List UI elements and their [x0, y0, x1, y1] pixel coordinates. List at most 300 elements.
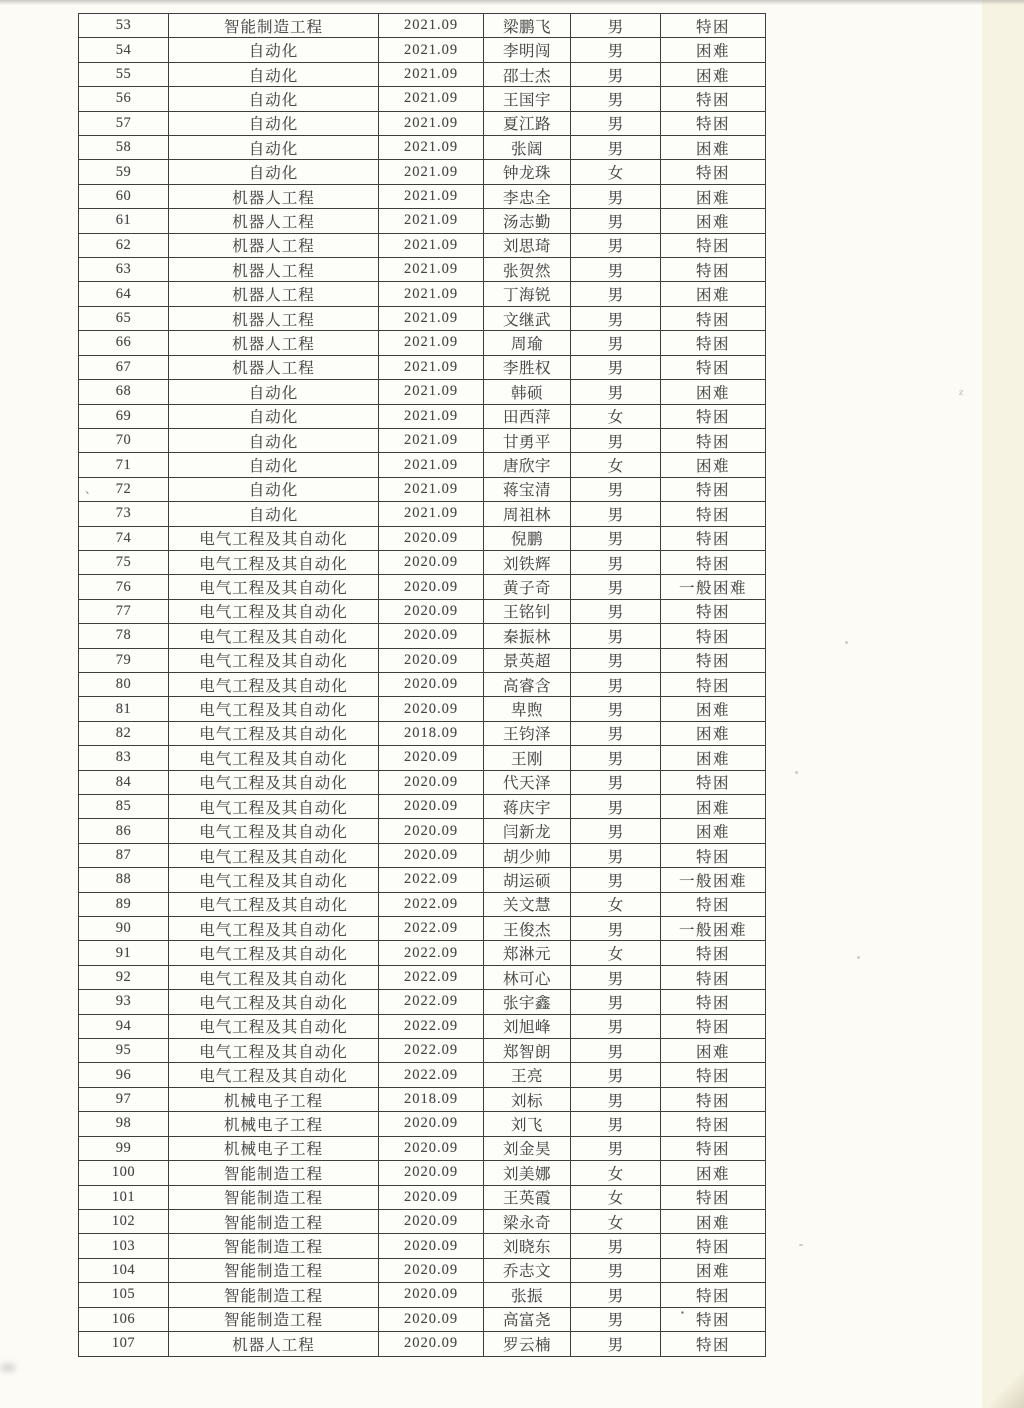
- cell-gender: 男: [571, 1136, 661, 1160]
- cell-enroll-date: 2021.09: [379, 14, 484, 38]
- cell-enroll-date: 2021.09: [379, 38, 484, 62]
- cell-enroll-date: 2020.09: [379, 599, 484, 623]
- table-row: [79, 843, 766, 867]
- cell-major: 智能制造工程: [169, 14, 379, 38]
- cell-seq-number: 69: [79, 404, 169, 428]
- cell-seq-number: 90: [79, 917, 169, 941]
- stray-scribble-mark: z: [958, 386, 965, 399]
- table-row: [79, 892, 766, 916]
- cell-student-name: 王俊杰: [484, 917, 571, 941]
- cell-student-name: 唐欣宇: [484, 453, 571, 477]
- cell-student-name: 文继武: [484, 306, 571, 330]
- table-row: [79, 160, 766, 184]
- cell-student-name: 闫新龙: [484, 819, 571, 843]
- cell-poverty-status: 特困: [661, 258, 766, 282]
- cell-enroll-date: 2020.09: [379, 526, 484, 550]
- cell-poverty-status: 困难: [661, 282, 766, 306]
- cell-seq-number: 57: [79, 111, 169, 135]
- table-row: [79, 624, 766, 648]
- cell-poverty-status: 特困: [661, 1136, 766, 1160]
- table-row: [79, 87, 766, 111]
- cell-enroll-date: 2021.09: [379, 282, 484, 306]
- cell-enroll-date: 2021.09: [379, 477, 484, 501]
- cell-enroll-date: 2018.09: [379, 721, 484, 745]
- cell-seq-number: 68: [79, 380, 169, 404]
- cell-enroll-date: 2021.09: [379, 355, 484, 379]
- table-row: [79, 62, 766, 86]
- table-row: [79, 477, 766, 501]
- cell-gender: 男: [571, 87, 661, 111]
- table-row: [79, 1014, 766, 1038]
- cell-poverty-status: 特困: [661, 111, 766, 135]
- table-row: [79, 1136, 766, 1160]
- cell-gender: 女: [571, 453, 661, 477]
- cell-seq-number: 99: [79, 1136, 169, 1160]
- cell-poverty-status: 特困: [661, 1014, 766, 1038]
- cell-student-name: 邵士杰: [484, 62, 571, 86]
- table-row: [79, 136, 766, 160]
- cell-student-name: 高富尧: [484, 1307, 571, 1331]
- cell-poverty-status: 困难: [661, 1161, 766, 1185]
- cell-major: 电气工程及其自动化: [169, 1063, 379, 1087]
- cell-student-name: 张贺然: [484, 258, 571, 282]
- cell-student-name: 倪鹏: [484, 526, 571, 550]
- cell-enroll-date: 2020.09: [379, 1307, 484, 1331]
- cell-gender: 男: [571, 990, 661, 1014]
- table-row: [79, 599, 766, 623]
- cell-seq-number: 70: [79, 428, 169, 452]
- cell-seq-number: 72: [79, 477, 169, 501]
- scan-right-margin: [982, 0, 1024, 1408]
- cell-seq-number: 62: [79, 233, 169, 257]
- cell-gender: 男: [571, 721, 661, 745]
- cell-student-name: 蒋庆宇: [484, 795, 571, 819]
- table-row: [79, 575, 766, 599]
- cell-poverty-status: 特困: [661, 477, 766, 501]
- table-row: [79, 990, 766, 1014]
- cell-enroll-date: 2020.09: [379, 1161, 484, 1185]
- cell-gender: 女: [571, 1185, 661, 1209]
- cell-gender: 男: [571, 1258, 661, 1282]
- cell-enroll-date: 2022.09: [379, 990, 484, 1014]
- cell-student-name: 代天泽: [484, 770, 571, 794]
- table-row: [79, 331, 766, 355]
- table-row: [79, 111, 766, 135]
- cell-enroll-date: 2021.09: [379, 62, 484, 86]
- cell-seq-number: 61: [79, 209, 169, 233]
- table-row: [79, 721, 766, 745]
- table-row: [79, 1283, 766, 1307]
- cell-student-name: 刘旭峰: [484, 1014, 571, 1038]
- cell-seq-number: 98: [79, 1112, 169, 1136]
- cell-gender: 男: [571, 1087, 661, 1111]
- cell-seq-number: 63: [79, 258, 169, 282]
- cell-major: 自动化: [169, 87, 379, 111]
- cell-poverty-status: 特困: [661, 941, 766, 965]
- cell-major: 机器人工程: [169, 258, 379, 282]
- cell-major: 自动化: [169, 160, 379, 184]
- cell-poverty-status: 困难: [661, 721, 766, 745]
- cell-gender: 男: [571, 1331, 661, 1356]
- cell-student-name: 周祖林: [484, 502, 571, 526]
- cell-major: 机器人工程: [169, 282, 379, 306]
- cell-major: 自动化: [169, 477, 379, 501]
- student-aid-table: [78, 13, 766, 1357]
- cell-major: 电气工程及其自动化: [169, 697, 379, 721]
- cell-enroll-date: 2021.09: [379, 453, 484, 477]
- table-body: [79, 14, 766, 1357]
- table-row: [79, 1307, 766, 1331]
- scan-speck: [857, 956, 860, 959]
- cell-gender: 男: [571, 599, 661, 623]
- cell-student-name: 卑煦: [484, 697, 571, 721]
- cell-enroll-date: 2020.09: [379, 1331, 484, 1356]
- table-row: [79, 917, 766, 941]
- cell-gender: 男: [571, 672, 661, 696]
- table-row: [79, 306, 766, 330]
- cell-gender: 男: [571, 843, 661, 867]
- cell-major: 电气工程及其自动化: [169, 575, 379, 599]
- table-row: [79, 355, 766, 379]
- cell-seq-number: 60: [79, 184, 169, 208]
- cell-gender: 男: [571, 1014, 661, 1038]
- cell-enroll-date: 2020.09: [379, 819, 484, 843]
- cell-poverty-status: 特困: [661, 550, 766, 574]
- cell-enroll-date: 2020.09: [379, 1112, 484, 1136]
- cell-seq-number: 104: [79, 1258, 169, 1282]
- cell-gender: 男: [571, 331, 661, 355]
- cell-gender: 男: [571, 965, 661, 989]
- cell-student-name: 高睿含: [484, 672, 571, 696]
- cell-enroll-date: 2021.09: [379, 380, 484, 404]
- cell-gender: 男: [571, 184, 661, 208]
- cell-poverty-status: 一般困难: [661, 868, 766, 892]
- table-row: [79, 1039, 766, 1063]
- cell-poverty-status: 困难: [661, 1209, 766, 1233]
- cell-student-name: 田西萍: [484, 404, 571, 428]
- cell-enroll-date: 2020.09: [379, 624, 484, 648]
- cell-student-name: 张宇鑫: [484, 990, 571, 1014]
- cell-gender: 男: [571, 770, 661, 794]
- cell-gender: 男: [571, 1234, 661, 1258]
- cell-seq-number: 54: [79, 38, 169, 62]
- cell-poverty-status: 特困: [661, 770, 766, 794]
- table-row: [79, 1087, 766, 1111]
- cell-poverty-status: 特困: [661, 526, 766, 550]
- cell-poverty-status: 特困: [661, 1283, 766, 1307]
- cell-gender: 男: [571, 477, 661, 501]
- cell-poverty-status: 困难: [661, 209, 766, 233]
- cell-major: 智能制造工程: [169, 1209, 379, 1233]
- cell-poverty-status: 特困: [661, 990, 766, 1014]
- cell-enroll-date: 2021.09: [379, 209, 484, 233]
- cell-gender: 男: [571, 746, 661, 770]
- cell-seq-number: 79: [79, 648, 169, 672]
- cell-enroll-date: 2022.09: [379, 1063, 484, 1087]
- cell-seq-number: 106: [79, 1307, 169, 1331]
- cell-student-name: 刘思琦: [484, 233, 571, 257]
- cell-enroll-date: 2018.09: [379, 1087, 484, 1111]
- cell-major: 自动化: [169, 404, 379, 428]
- cell-seq-number: 89: [79, 892, 169, 916]
- cell-student-name: 张振: [484, 1283, 571, 1307]
- scan-speck: [799, 1244, 803, 1246]
- cell-major: 电气工程及其自动化: [169, 941, 379, 965]
- cell-student-name: 梁永奇: [484, 1209, 571, 1233]
- cell-gender: 男: [571, 868, 661, 892]
- cell-student-name: 蒋宝清: [484, 477, 571, 501]
- cell-gender: 男: [571, 550, 661, 574]
- cell-major: 电气工程及其自动化: [169, 721, 379, 745]
- cell-seq-number: 66: [79, 331, 169, 355]
- table-row: [79, 1112, 766, 1136]
- cell-gender: 女: [571, 892, 661, 916]
- cell-major: 电气工程及其自动化: [169, 648, 379, 672]
- cell-enroll-date: 2020.09: [379, 672, 484, 696]
- cell-major: 机器人工程: [169, 209, 379, 233]
- cell-major: 智能制造工程: [169, 1185, 379, 1209]
- table-row: [79, 1185, 766, 1209]
- cell-major: 电气工程及其自动化: [169, 795, 379, 819]
- cell-major: 机器人工程: [169, 306, 379, 330]
- cell-gender: 男: [571, 1112, 661, 1136]
- table-row: [79, 941, 766, 965]
- cell-student-name: 王亮: [484, 1063, 571, 1087]
- cell-gender: 男: [571, 258, 661, 282]
- cell-seq-number: 85: [79, 795, 169, 819]
- cell-poverty-status: 特困: [661, 502, 766, 526]
- cell-major: 机器人工程: [169, 1331, 379, 1356]
- cell-seq-number: 101: [79, 1185, 169, 1209]
- scan-top-edge: [0, 0, 1024, 5]
- cell-seq-number: 97: [79, 1087, 169, 1111]
- cell-student-name: 刘美娜: [484, 1161, 571, 1185]
- cell-poverty-status: 困难: [661, 819, 766, 843]
- cell-seq-number: 56: [79, 87, 169, 111]
- cell-student-name: 郑淋元: [484, 941, 571, 965]
- cell-enroll-date: 2020.09: [379, 746, 484, 770]
- cell-seq-number: 103: [79, 1234, 169, 1258]
- table-row: [79, 209, 766, 233]
- cell-seq-number: 92: [79, 965, 169, 989]
- table-row: [79, 1161, 766, 1185]
- cell-enroll-date: 2022.09: [379, 965, 484, 989]
- cell-major: 电气工程及其自动化: [169, 990, 379, 1014]
- cell-seq-number: 58: [79, 136, 169, 160]
- table-row: [79, 184, 766, 208]
- cell-enroll-date: 2022.09: [379, 892, 484, 916]
- cell-seq-number: 93: [79, 990, 169, 1014]
- cell-major: 机械电子工程: [169, 1087, 379, 1111]
- cell-seq-number: 96: [79, 1063, 169, 1087]
- cell-gender: 男: [571, 209, 661, 233]
- cell-gender: 男: [571, 306, 661, 330]
- cell-gender: 男: [571, 1063, 661, 1087]
- cell-enroll-date: 2021.09: [379, 233, 484, 257]
- cell-poverty-status: 特困: [661, 843, 766, 867]
- cell-student-name: 梁鹏飞: [484, 14, 571, 38]
- cell-gender: 男: [571, 111, 661, 135]
- cell-poverty-status: 特困: [661, 306, 766, 330]
- table-row: [79, 965, 766, 989]
- cell-poverty-status: 困难: [661, 184, 766, 208]
- table-row: [79, 1258, 766, 1282]
- cell-enroll-date: 2022.09: [379, 941, 484, 965]
- table-row: [79, 697, 766, 721]
- cell-poverty-status: 特困: [661, 331, 766, 355]
- table-row: [79, 819, 766, 843]
- cell-enroll-date: 2020.09: [379, 697, 484, 721]
- cell-seq-number: 83: [79, 746, 169, 770]
- cell-seq-number: 82: [79, 721, 169, 745]
- cell-poverty-status: 特困: [661, 965, 766, 989]
- cell-gender: 女: [571, 941, 661, 965]
- cell-enroll-date: 2021.09: [379, 87, 484, 111]
- cell-student-name: 李胜权: [484, 355, 571, 379]
- cell-seq-number: 74: [79, 526, 169, 550]
- cell-gender: 男: [571, 38, 661, 62]
- table-row: [79, 14, 766, 38]
- cell-major: 自动化: [169, 38, 379, 62]
- cell-gender: 男: [571, 917, 661, 941]
- cell-major: 智能制造工程: [169, 1258, 379, 1282]
- cell-enroll-date: 2021.09: [379, 502, 484, 526]
- cell-major: 电气工程及其自动化: [169, 526, 379, 550]
- cell-student-name: 景英超: [484, 648, 571, 672]
- table-row: [79, 550, 766, 574]
- cell-enroll-date: 2021.09: [379, 111, 484, 135]
- cell-seq-number: 81: [79, 697, 169, 721]
- cell-gender: 男: [571, 624, 661, 648]
- cell-seq-number: 55: [79, 62, 169, 86]
- cell-gender: 男: [571, 233, 661, 257]
- cell-poverty-status: 困难: [661, 136, 766, 160]
- cell-poverty-status: 困难: [661, 1039, 766, 1063]
- cell-poverty-status: 困难: [661, 453, 766, 477]
- cell-major: 电气工程及其自动化: [169, 550, 379, 574]
- table-row: [79, 770, 766, 794]
- cell-student-name: 黄子奇: [484, 575, 571, 599]
- cell-major: 机器人工程: [169, 355, 379, 379]
- cell-student-name: 胡运硕: [484, 868, 571, 892]
- cell-student-name: 刘飞: [484, 1112, 571, 1136]
- cell-gender: 女: [571, 404, 661, 428]
- cell-poverty-status: 特困: [661, 404, 766, 428]
- cell-student-name: 周瑜: [484, 331, 571, 355]
- cell-enroll-date: 2022.09: [379, 917, 484, 941]
- cell-enroll-date: 2021.09: [379, 184, 484, 208]
- cell-major: 智能制造工程: [169, 1234, 379, 1258]
- cell-seq-number: 88: [79, 868, 169, 892]
- cell-major: 机器人工程: [169, 331, 379, 355]
- table-row: [79, 868, 766, 892]
- cell-seq-number: 71: [79, 453, 169, 477]
- cell-gender: 女: [571, 1161, 661, 1185]
- cell-poverty-status: 特困: [661, 648, 766, 672]
- cell-enroll-date: 2021.09: [379, 136, 484, 160]
- cell-major: 电气工程及其自动化: [169, 1039, 379, 1063]
- cell-major: 自动化: [169, 453, 379, 477]
- cell-major: 电气工程及其自动化: [169, 1014, 379, 1038]
- cell-student-name: 夏江路: [484, 111, 571, 135]
- cell-seq-number: 65: [79, 306, 169, 330]
- cell-enroll-date: 2020.09: [379, 1185, 484, 1209]
- cell-poverty-status: 特困: [661, 428, 766, 452]
- cell-seq-number: 94: [79, 1014, 169, 1038]
- cell-gender: 男: [571, 380, 661, 404]
- cell-major: 电气工程及其自动化: [169, 599, 379, 623]
- cell-gender: 男: [571, 428, 661, 452]
- cell-student-name: 王刚: [484, 746, 571, 770]
- cell-seq-number: 73: [79, 502, 169, 526]
- cell-major: 智能制造工程: [169, 1161, 379, 1185]
- cell-enroll-date: 2021.09: [379, 331, 484, 355]
- cell-seq-number: 87: [79, 843, 169, 867]
- scan-crease-bottom-right: [990, 1352, 1024, 1408]
- cell-student-name: 王英霞: [484, 1185, 571, 1209]
- table-row: [79, 258, 766, 282]
- cell-poverty-status: 特困: [661, 1307, 766, 1331]
- cell-enroll-date: 2020.09: [379, 795, 484, 819]
- cell-poverty-status: 特困: [661, 355, 766, 379]
- cell-enroll-date: 2022.09: [379, 1014, 484, 1038]
- cell-student-name: 汤志勤: [484, 209, 571, 233]
- cell-student-name: 张阔: [484, 136, 571, 160]
- table-row: [79, 502, 766, 526]
- cell-poverty-status: 特困: [661, 1185, 766, 1209]
- cell-student-name: 钟龙珠: [484, 160, 571, 184]
- table-row: [79, 233, 766, 257]
- cell-poverty-status: 特困: [661, 1112, 766, 1136]
- cell-seq-number: 67: [79, 355, 169, 379]
- cell-seq-number: 76: [79, 575, 169, 599]
- cell-major: 自动化: [169, 380, 379, 404]
- cell-major: 电气工程及其自动化: [169, 672, 379, 696]
- cell-major: 电气工程及其自动化: [169, 746, 379, 770]
- table-row: [79, 380, 766, 404]
- cell-poverty-status: 特困: [661, 1331, 766, 1356]
- cell-enroll-date: 2020.09: [379, 770, 484, 794]
- table-row: [79, 428, 766, 452]
- cell-enroll-date: 2020.09: [379, 1209, 484, 1233]
- cell-enroll-date: 2020.09: [379, 1283, 484, 1307]
- cell-poverty-status: 一般困难: [661, 917, 766, 941]
- cell-seq-number: 75: [79, 550, 169, 574]
- cell-student-name: 秦振林: [484, 624, 571, 648]
- cell-student-name: 乔志文: [484, 1258, 571, 1282]
- cell-major: 电气工程及其自动化: [169, 843, 379, 867]
- cell-poverty-status: 特困: [661, 624, 766, 648]
- cell-student-name: 王钧泽: [484, 721, 571, 745]
- cell-gender: 男: [571, 575, 661, 599]
- cell-seq-number: 91: [79, 941, 169, 965]
- cell-gender: 女: [571, 160, 661, 184]
- table-row: [79, 404, 766, 428]
- cell-gender: 男: [571, 136, 661, 160]
- cell-gender: 男: [571, 697, 661, 721]
- cell-gender: 男: [571, 526, 661, 550]
- cell-major: 电气工程及其自动化: [169, 917, 379, 941]
- cell-gender: 女: [571, 1209, 661, 1233]
- cell-seq-number: 107: [79, 1331, 169, 1356]
- scan-smudge-bottom-left: [0, 1363, 16, 1372]
- cell-student-name: 郑智朗: [484, 1039, 571, 1063]
- cell-gender: 男: [571, 62, 661, 86]
- cell-poverty-status: 困难: [661, 746, 766, 770]
- cell-student-name: 刘金昊: [484, 1136, 571, 1160]
- cell-student-name: 王铭钊: [484, 599, 571, 623]
- table-row: [79, 1209, 766, 1233]
